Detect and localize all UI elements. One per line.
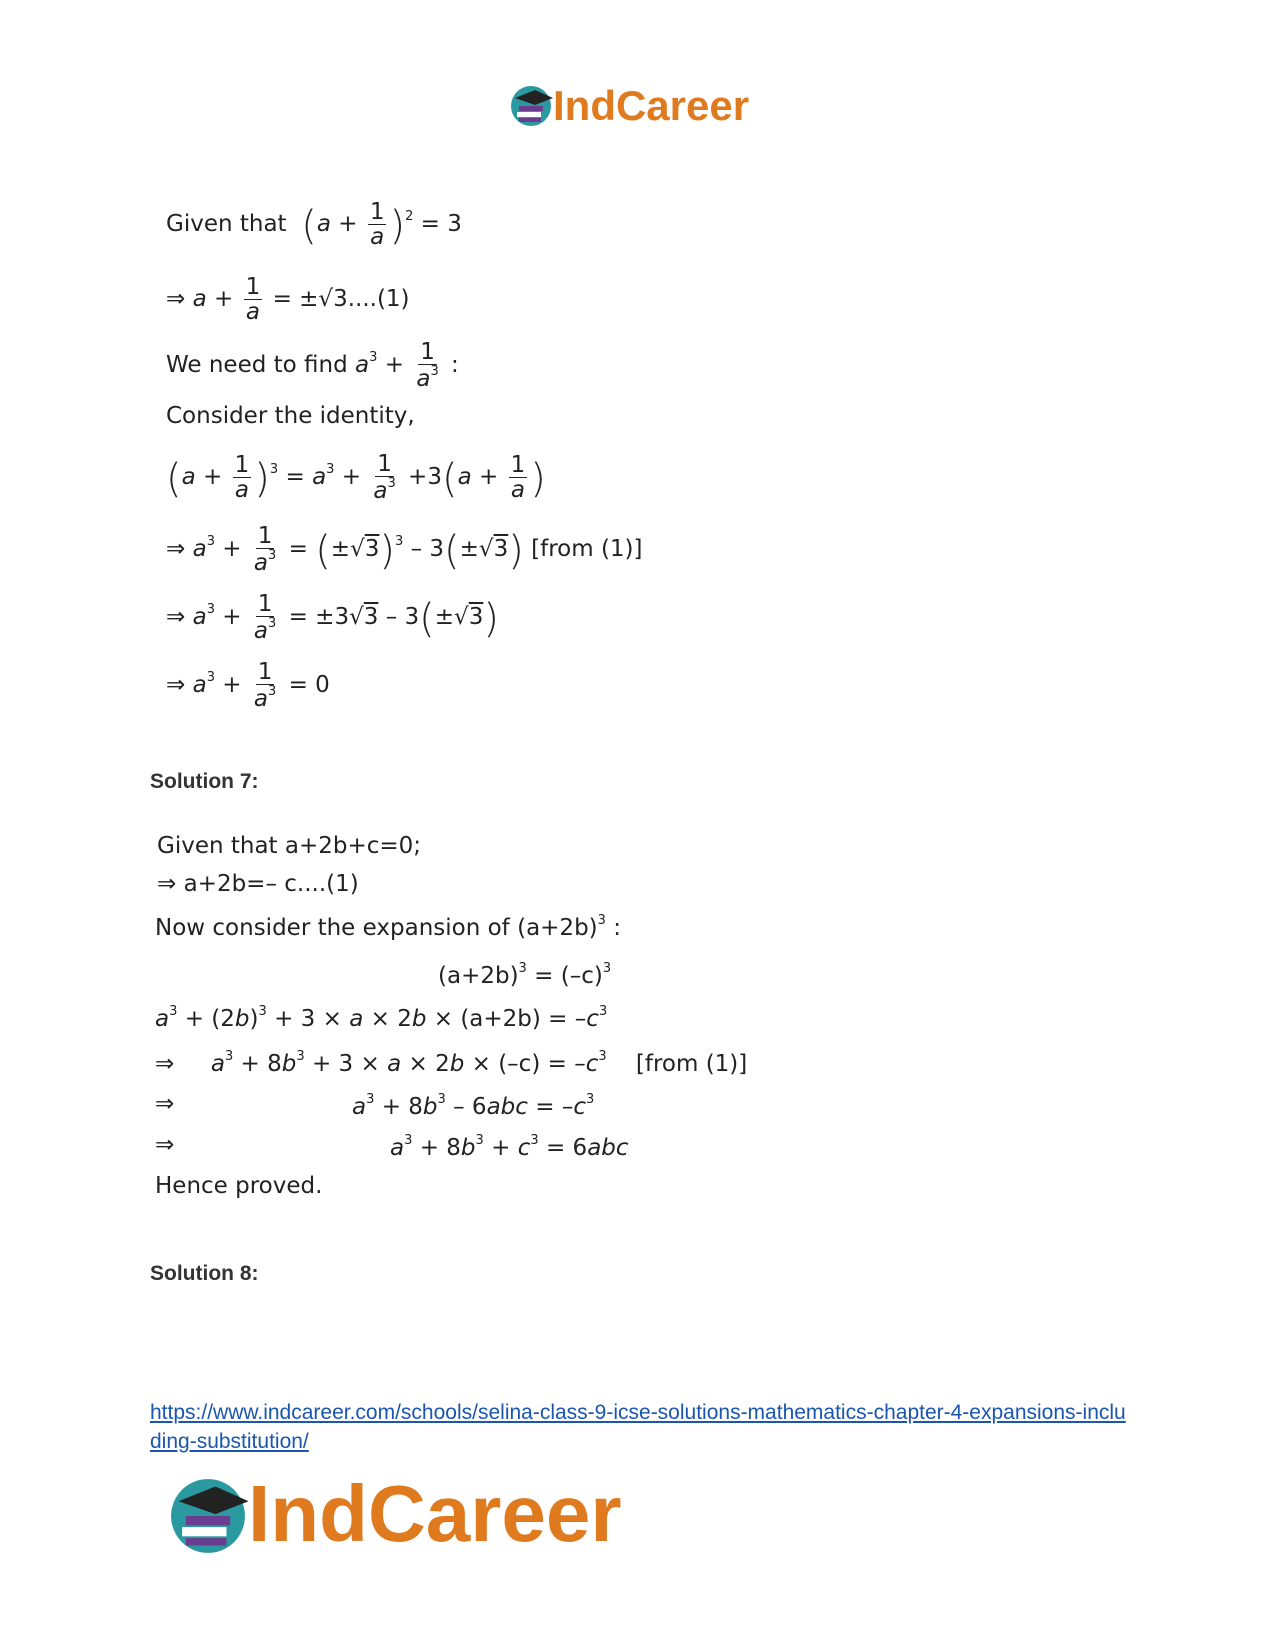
- need-label: We need to find: [166, 352, 348, 379]
- given-equation: Given that (a + $\frac{1}{a}$ )$^2$ = 3: [166, 199, 462, 251]
- s7-hence: Hence proved.: [155, 1173, 323, 1199]
- top-logo: [505, 80, 775, 132]
- simplify-step: ⇒ $a^3$ + $\frac{1}{a^3}$ = ±3√3 – 3(±√3): [166, 591, 499, 645]
- step-1: ⇒ a + $\frac{1}{a}$ = ±√3....(1): [166, 274, 410, 326]
- consider-identity: Consider the identity,: [166, 403, 415, 429]
- step1-rhs: = ±√3....(1): [272, 286, 410, 313]
- solution-7-heading: Solution 7:: [150, 770, 259, 793]
- s7-step4: ⇒: [155, 1132, 175, 1158]
- final-rhs: = 0: [288, 672, 330, 699]
- source-link[interactable]: https://www.indcareer.com/schools/selina-class-9-icse-solutions-mathematics-chapter-4-expansions-including-substitution/: [150, 1401, 1126, 1454]
- s7-step1: $a^3 + (2b)^3 + 3 \times a \times 2b \times (a+2b) = -c^3$: [155, 1004, 608, 1032]
- from-1-ref: [from (1)]: [531, 536, 643, 563]
- s7-step3-expr: $a^3 + 8b^3 - 6abc = -c^3$: [352, 1092, 595, 1120]
- solution-8-heading: Solution 8:: [150, 1262, 259, 1285]
- s7-from-1-ref: [from (1)]: [635, 1051, 748, 1077]
- s7-step3: ⇒: [155, 1091, 175, 1117]
- bottom-logo: [160, 1468, 700, 1564]
- s7-line1: Given that a+2b+c=0;: [157, 833, 422, 859]
- given-label: Given that: [166, 211, 287, 238]
- s7-expansion: $(a+2b)^3 = (-c)^3$: [438, 961, 612, 989]
- graduation-cap-icon: [505, 80, 557, 132]
- s7-line2: ⇒ a+2b=– c....(1): [157, 871, 359, 897]
- final-step: ⇒ $a^3$ + $\frac{1}{a^3}$ = 0: [166, 659, 330, 713]
- graduation-cap-icon: [160, 1468, 256, 1564]
- s7-step4-expr: $a^3 + 8b^3 + c^3 = 6abc$: [390, 1133, 629, 1161]
- logo-wordmark: IndCareer: [248, 1469, 622, 1558]
- s7-line3: Now consider the expansion of $(a+2b)^3$ :: [155, 913, 621, 941]
- logo-wordmark: IndCareer: [553, 82, 750, 129]
- s7-line3-label: Now consider the expansion of: [155, 915, 510, 941]
- eq1-rhs: = 3: [420, 211, 462, 238]
- need-to-find: We need to find $a^3$ + $\frac{1}{a^3}$ :: [166, 339, 459, 393]
- identity-equation: (a + $\frac{1}{a}$ )$^3 = a^3$ + $\frac{1}{a^3}$ +3(a + $\frac{1}{a}$ ): [166, 451, 546, 505]
- substitution-step: ⇒ $a^3$ + $\frac{1}{a^3}$ = $(\pm√3)^3 - 3(\pm√3)$ [from (1)]: [166, 523, 643, 577]
- s7-step2: ⇒ $a^3 + 8b^3 + 3 \times a \times 2b \times (-c) = -c^3$ [from (1)]: [155, 1049, 748, 1077]
